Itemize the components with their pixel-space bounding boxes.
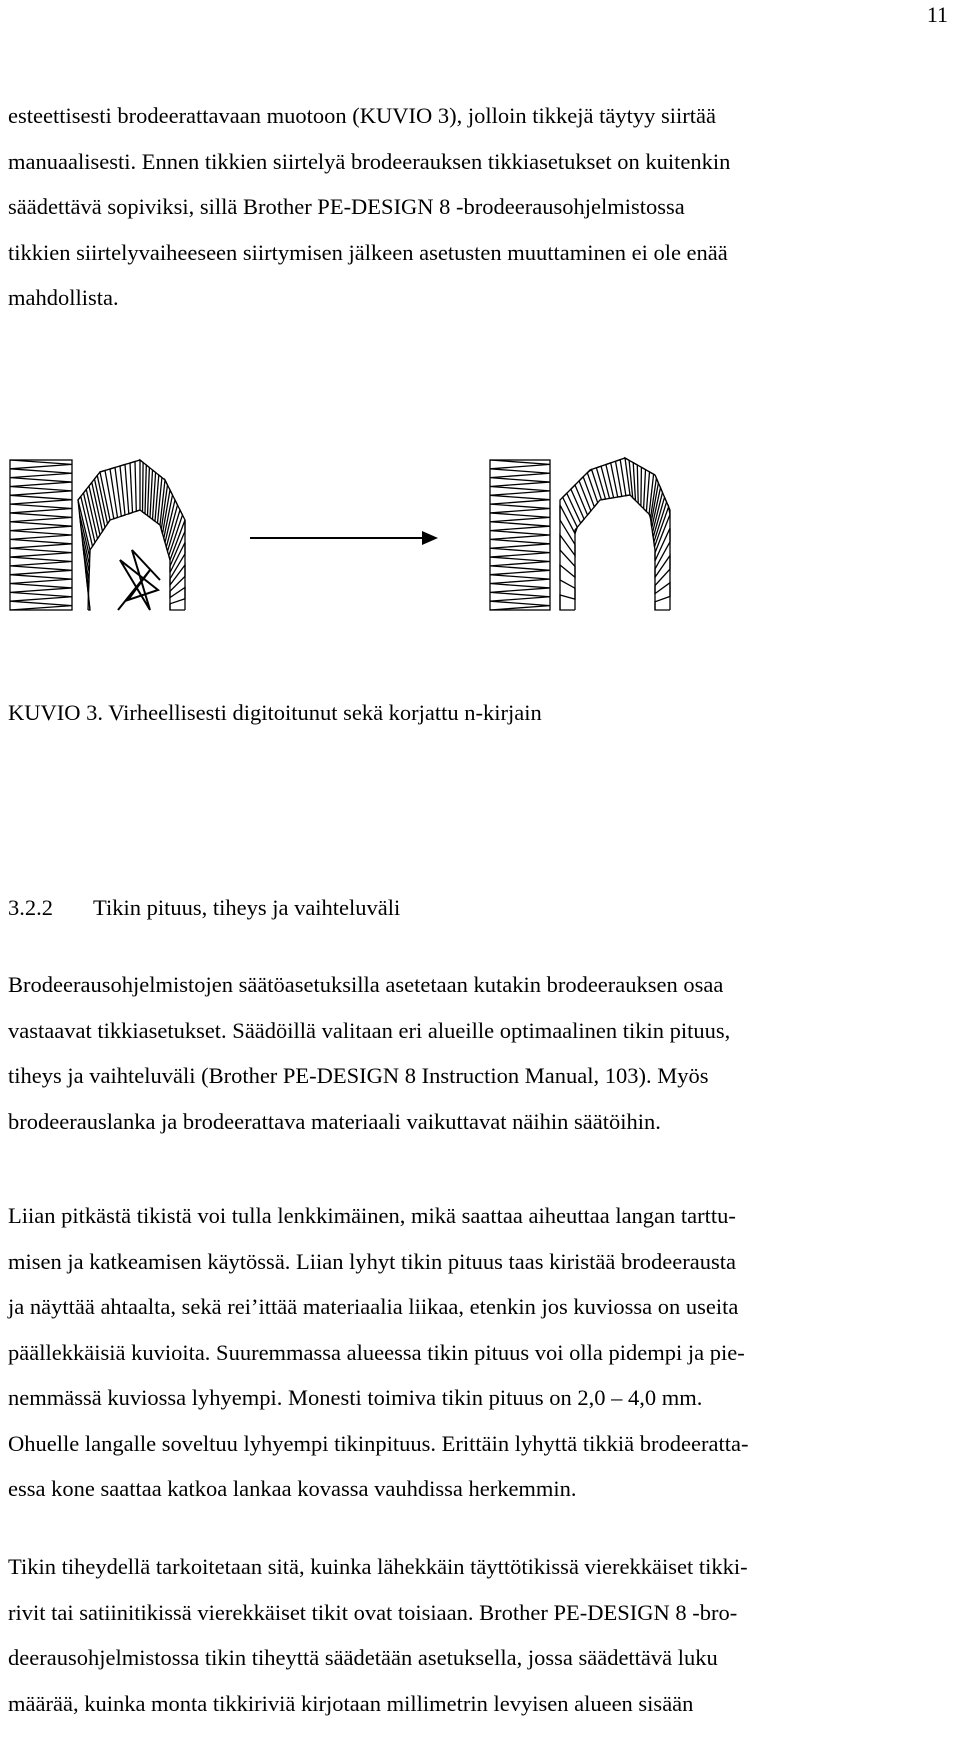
paragraph-intro bbox=[8, 93, 948, 321]
text-line: brodeerauslanka ja brodeerattava materiaali vaikuttavat näihin säätöihin. bbox=[8, 1108, 661, 1134]
text-line: säädettävä sopiviksi, sillä Brother PE-DESIGN 8 -brodeerausohjelmistossa bbox=[8, 194, 685, 219]
text-line: vastaavat tikkiasetukset. Säädöillä valitaan eri alueille optimaalinen tikin pituus, bbox=[8, 1017, 731, 1043]
figure-caption: KUVIO 3. Virheellisesti digitoitunut sekä korjattu n-kirjain bbox=[8, 700, 542, 725]
text-line: Brodeerausohjelmistojen säätöasetuksilla asetetaan kutakin brodeerauksen osaa bbox=[8, 972, 724, 997]
text-line: essa kone saattaa katkoa lankaa kovassa vauhdissa herkemmin. bbox=[8, 1476, 577, 1501]
figure-drawing bbox=[0, 440, 960, 630]
arrow-right-icon bbox=[250, 531, 438, 545]
paragraph-stitch-density bbox=[8, 1544, 948, 1726]
text-line: Tikin tiheydellä tarkoitetaan sitä, kuinka lähekkäin täyttötikissä vierekkäiset tikki- bbox=[8, 1554, 748, 1579]
figure-n-letter-comparison bbox=[0, 440, 960, 630]
text-line: manuaalisesti. Ennen tikkien siirtelyä brodeerauksen tikkiasetukset on kuitenkin bbox=[8, 148, 731, 174]
corrected-n-letter bbox=[490, 458, 670, 610]
text-line: rivit tai satiinitikissä vierekkäiset tikit ovat toisiaan. Brother PE-DESIGN 8 -bro- bbox=[8, 1599, 738, 1625]
text-line: ja näyttää ahtaalta, sekä rei’ittää materiaalia liikaa, etenkin jos kuviossa on useita bbox=[8, 1294, 739, 1319]
text-line: nemmässä kuviossa lyhyempi. Monesti toimiva tikin pituus on 2,0 – 4,0 mm. bbox=[8, 1385, 703, 1410]
text-line: päällekkäisiä kuvioita. Suuremmassa alueessa tikin pituus voi olla pidempi ja pie- bbox=[8, 1339, 745, 1365]
paragraph-settings bbox=[8, 962, 948, 1144]
text-line: Liian pitkästä tikistä voi tulla lenkkimäinen, mikä saattaa aiheuttaa langan tarttu- bbox=[8, 1203, 736, 1228]
section-heading bbox=[8, 893, 400, 923]
section-title: Tikin pituus, tiheys ja vaihteluväli bbox=[93, 895, 401, 920]
text-line: deerausohjelmistossa tikin tiheyttä säädetään asetuksella, jossa säädettävä luku bbox=[8, 1645, 718, 1670]
section-number: 3.2.2 bbox=[8, 895, 53, 920]
page-number: 11 bbox=[926, 2, 948, 27]
paragraph-stitch-length bbox=[8, 1193, 948, 1512]
text-line: misen ja katkeamisen käytössä. Liian lyhyt tikin pituus taas kiristää brodeerausta bbox=[8, 1248, 736, 1274]
text-line: määrää, kuinka monta tikkiriviä kirjotaan millimetrin levyisen alueen sisään bbox=[8, 1690, 694, 1716]
text-line: esteettisesti brodeerattavaan muotoon (KUVIO 3), jolloin tikkejä täytyy siirtää bbox=[8, 103, 716, 128]
text-line: tiheys ja vaihteluväli (Brother PE-DESIGN 8 Instruction Manual, 103). Myös bbox=[8, 1063, 709, 1088]
text-line: tikkien siirtelyvaiheeseen siirtymisen jälkeen asetusten muuttaminen ei ole enää bbox=[8, 239, 728, 265]
text-line: mahdollista. bbox=[8, 285, 119, 310]
text-line: Ohuelle langalle soveltuu lyhyempi tikinpituus. Erittäin lyhyttä tikkiä brodeeratta- bbox=[8, 1430, 749, 1456]
incorrect-n-letter bbox=[10, 460, 185, 610]
